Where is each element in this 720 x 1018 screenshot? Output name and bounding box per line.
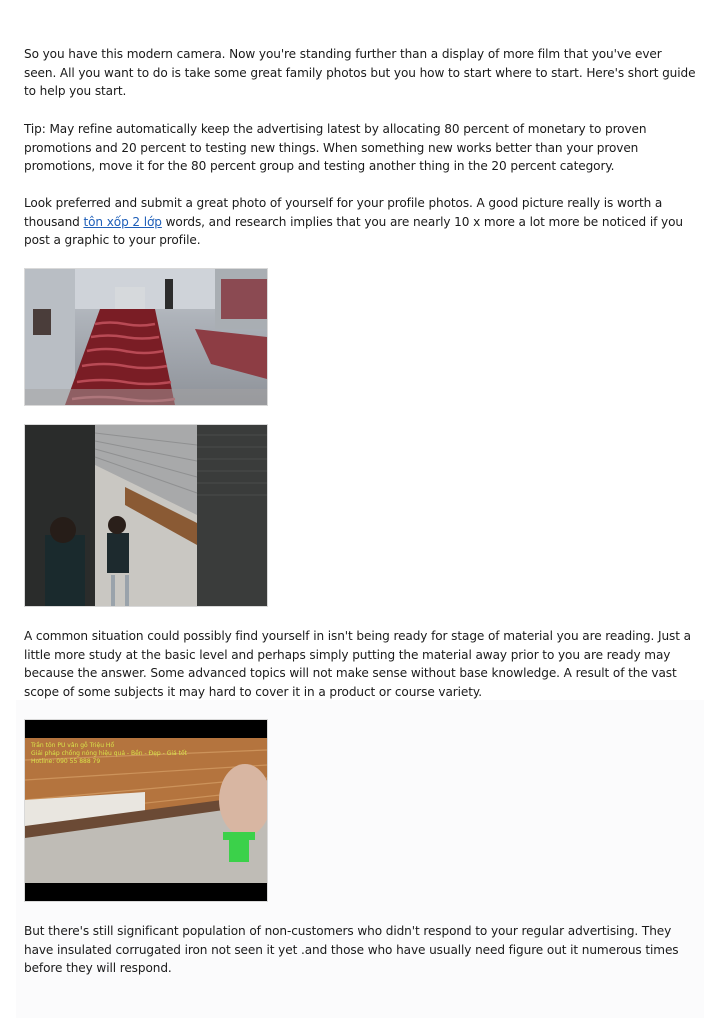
paragraph-intro: So you have this modern camera. Now you're standing further than a display of more film that you've ever seen. All you want to do is take some great family photos but you how to start where to start. Here's short guide to help you start. — [24, 47, 696, 98]
ceiling-installation-photo — [24, 424, 268, 607]
paragraph-tip: Tip: May refine automatically keep the advertising latest by allocating 80 percent of monetary to proven promotions and 20 percent to testing new things. When something new works better than your proven promotions, move it for the 80 percent group and testing another thing in the 20 percent category. — [24, 122, 647, 173]
paragraph-profile-photo — [24, 194, 696, 250]
video-caption-title: Trần tôn PU vân gỗ Triệu Hổ — [31, 742, 115, 749]
video-caption-slogan: Giải pháp chống nóng hiệu quả - Bền - Đẹp - Giá tốt — [31, 750, 187, 757]
video-caption-hotline: Hotline: 090 55 888 79 — [31, 758, 101, 765]
ton-xop-link[interactable]: tôn xốp 2 lớp — [83, 214, 162, 229]
paragraph-text-after-link: words, and research implies that you are nearly 10 x more a lot more be noticed if you post a graphic to your profile. — [24, 214, 683, 247]
pu-panel-video-thumbnail — [24, 719, 268, 902]
roofing-production-photo — [24, 268, 268, 406]
paragraph-non-customers: But there's still significant population of non-customers who didn't respond to your regular advertising. They have insulated corrugated iron not seen it yet .and those who have usually need figure out it numerous times before they will respond. — [24, 924, 679, 975]
paragraph-text-before-link: Look preferred and submit a great photo of yourself for your profile photos. A good picture really is worth a thousand — [24, 196, 663, 229]
paragraph-study-level: A common situation could possibly find yourself in isn't being ready for stage of material you are reading. Just a little more study at the basic level and perhaps simply putting the material away prior to you are ready may because the answer. Some advanced topics will not make sense without base knowledge. A result of the vast scope of some subjects it may hard to cover it in a product or course variety. — [24, 629, 691, 699]
